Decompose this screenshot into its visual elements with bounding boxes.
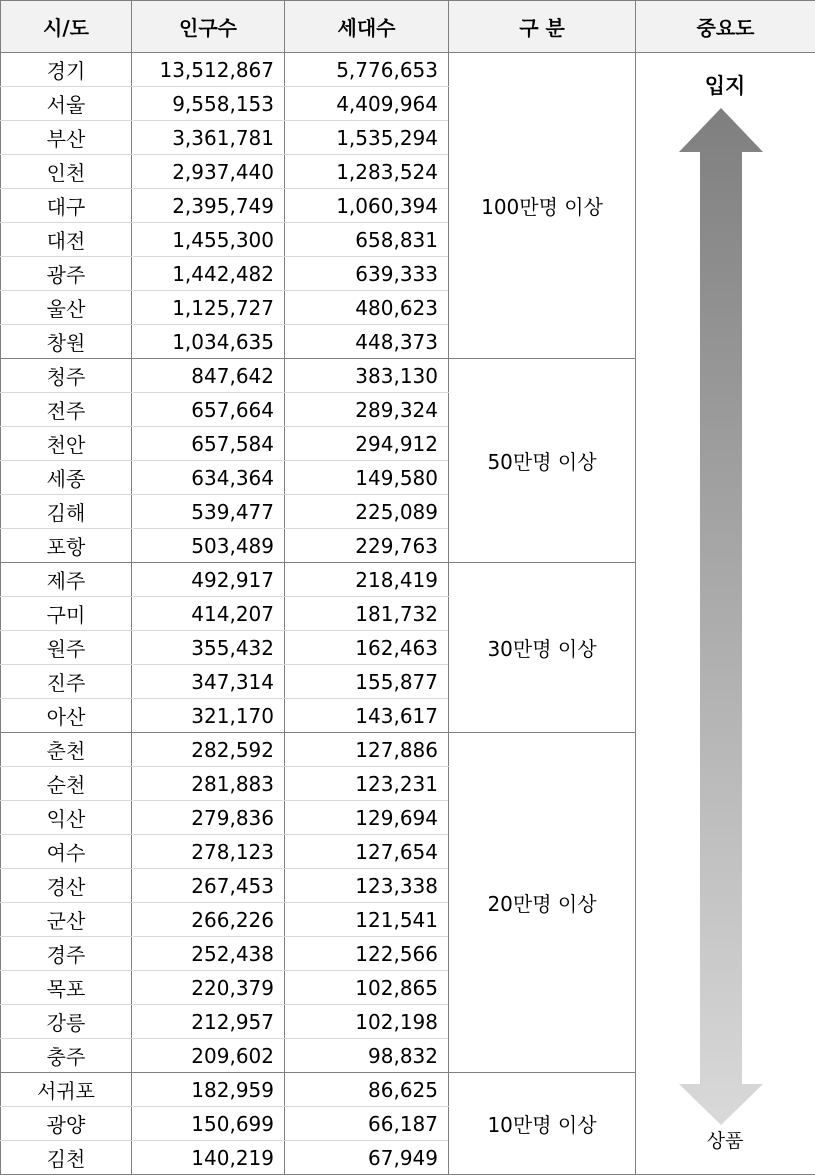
region-cell: 광주 — [1, 257, 132, 291]
population-cell: 278,123 — [132, 835, 285, 869]
region-cell: 인천 — [1, 155, 132, 189]
population-cell: 492,917 — [132, 563, 285, 597]
households-cell: 86,625 — [285, 1073, 449, 1107]
households-cell: 129,694 — [285, 801, 449, 835]
population-cell: 347,314 — [132, 665, 285, 699]
population-cell: 3,361,781 — [132, 121, 285, 155]
households-cell: 102,865 — [285, 971, 449, 1005]
header-category: 구 분 — [449, 1, 636, 53]
households-cell: 5,776,653 — [285, 53, 449, 87]
region-cell: 창원 — [1, 325, 132, 359]
households-cell: 225,089 — [285, 495, 449, 529]
population-cell: 267,453 — [132, 869, 285, 903]
population-cell: 209,602 — [132, 1039, 285, 1073]
region-cell: 울산 — [1, 291, 132, 325]
region-cell: 아산 — [1, 699, 132, 733]
region-cell: 여수 — [1, 835, 132, 869]
households-cell: 123,231 — [285, 767, 449, 801]
population-cell: 503,489 — [132, 529, 285, 563]
region-cell: 군산 — [1, 903, 132, 937]
region-cell: 춘천 — [1, 733, 132, 767]
region-cell: 부산 — [1, 121, 132, 155]
population-cell: 252,438 — [132, 937, 285, 971]
households-cell: 181,732 — [285, 597, 449, 631]
households-cell: 480,623 — [285, 291, 449, 325]
population-cell: 220,379 — [132, 971, 285, 1005]
population-cell: 847,642 — [132, 359, 285, 393]
households-cell: 66,187 — [285, 1107, 449, 1141]
region-cell: 세종 — [1, 461, 132, 495]
households-cell: 1,060,394 — [285, 189, 449, 223]
population-cell: 9,558,153 — [132, 87, 285, 121]
households-cell: 294,912 — [285, 427, 449, 461]
category-cell: 100만명 이상 — [449, 53, 636, 359]
households-cell: 448,373 — [285, 325, 449, 359]
households-cell: 67,949 — [285, 1141, 449, 1175]
header-row — [1, 1, 815, 53]
region-cell: 경기 — [1, 53, 132, 87]
households-cell: 127,886 — [285, 733, 449, 767]
category-cell: 50만명 이상 — [449, 359, 636, 563]
region-cell: 대구 — [1, 189, 132, 223]
category-cell: 20만명 이상 — [449, 733, 636, 1073]
households-cell: 4,409,964 — [285, 87, 449, 121]
region-cell: 진주 — [1, 665, 132, 699]
population-cell: 150,699 — [132, 1107, 285, 1141]
population-cell: 539,477 — [132, 495, 285, 529]
region-cell: 순천 — [1, 767, 132, 801]
region-cell: 서울 — [1, 87, 132, 121]
population-cell: 1,442,482 — [132, 257, 285, 291]
population-cell: 657,664 — [132, 393, 285, 427]
region-cell: 청주 — [1, 359, 132, 393]
households-cell: 1,283,524 — [285, 155, 449, 189]
households-cell: 98,832 — [285, 1039, 449, 1073]
header-region: 시/도 — [1, 1, 132, 53]
region-cell: 광양 — [1, 1107, 132, 1141]
households-cell: 123,338 — [285, 869, 449, 903]
population-cell: 657,584 — [132, 427, 285, 461]
region-cell: 전주 — [1, 393, 132, 427]
table-header — [1, 1, 815, 53]
population-cell: 266,226 — [132, 903, 285, 937]
population-cell: 355,432 — [132, 631, 285, 665]
header-importance: 중요도 — [636, 1, 815, 53]
households-cell: 639,333 — [285, 257, 449, 291]
population-cell: 279,836 — [132, 801, 285, 835]
households-cell: 155,877 — [285, 665, 449, 699]
population-cell: 281,883 — [132, 767, 285, 801]
households-cell: 229,763 — [285, 529, 449, 563]
households-cell: 218,419 — [285, 563, 449, 597]
population-cell: 634,364 — [132, 461, 285, 495]
population-cell: 13,512,867 — [132, 53, 285, 87]
region-cell: 목포 — [1, 971, 132, 1005]
households-cell: 121,541 — [285, 903, 449, 937]
population-cell: 2,937,440 — [132, 155, 285, 189]
region-cell: 김천 — [1, 1141, 132, 1175]
population-cell: 140,219 — [132, 1141, 285, 1175]
category-cell: 30만명 이상 — [449, 563, 636, 733]
population-cell: 1,455,300 — [132, 223, 285, 257]
header-population: 인구수 — [132, 1, 285, 53]
region-cell: 익산 — [1, 801, 132, 835]
households-cell: 149,580 — [285, 461, 449, 495]
households-cell: 289,324 — [285, 393, 449, 427]
households-cell: 122,566 — [285, 937, 449, 971]
households-cell: 162,463 — [285, 631, 449, 665]
header-households: 세대수 — [285, 1, 449, 53]
region-cell: 천안 — [1, 427, 132, 461]
population-cell: 414,207 — [132, 597, 285, 631]
households-cell: 658,831 — [285, 223, 449, 257]
region-cell: 강릉 — [1, 1005, 132, 1039]
region-cell: 대전 — [1, 223, 132, 257]
population-cell: 1,034,635 — [132, 325, 285, 359]
region-cell: 구미 — [1, 597, 132, 631]
population-cell: 182,959 — [132, 1073, 285, 1107]
region-cell: 경주 — [1, 937, 132, 971]
households-cell: 127,654 — [285, 835, 449, 869]
region-cell: 김해 — [1, 495, 132, 529]
households-cell: 143,617 — [285, 699, 449, 733]
region-cell: 포항 — [1, 529, 132, 563]
category-cell: 10만명 이상 — [449, 1073, 636, 1175]
importance-bottom-label: 상품 — [706, 1130, 744, 1152]
population-cell: 282,592 — [132, 733, 285, 767]
region-cell: 경산 — [1, 869, 132, 903]
region-cell: 충주 — [1, 1039, 132, 1073]
households-cell: 383,130 — [285, 359, 449, 393]
region-cell: 제주 — [1, 563, 132, 597]
region-cell: 서귀포 — [1, 1073, 132, 1107]
population-cell: 212,957 — [132, 1005, 285, 1039]
importance-arrow-icon — [678, 108, 764, 1126]
region-cell: 원주 — [1, 631, 132, 665]
importance-top-label: 입지 — [704, 74, 746, 98]
households-cell: 1,535,294 — [285, 121, 449, 155]
population-cell: 2,395,749 — [132, 189, 285, 223]
population-cell: 321,170 — [132, 699, 285, 733]
households-cell: 102,198 — [285, 1005, 449, 1039]
population-cell: 1,125,727 — [132, 291, 285, 325]
